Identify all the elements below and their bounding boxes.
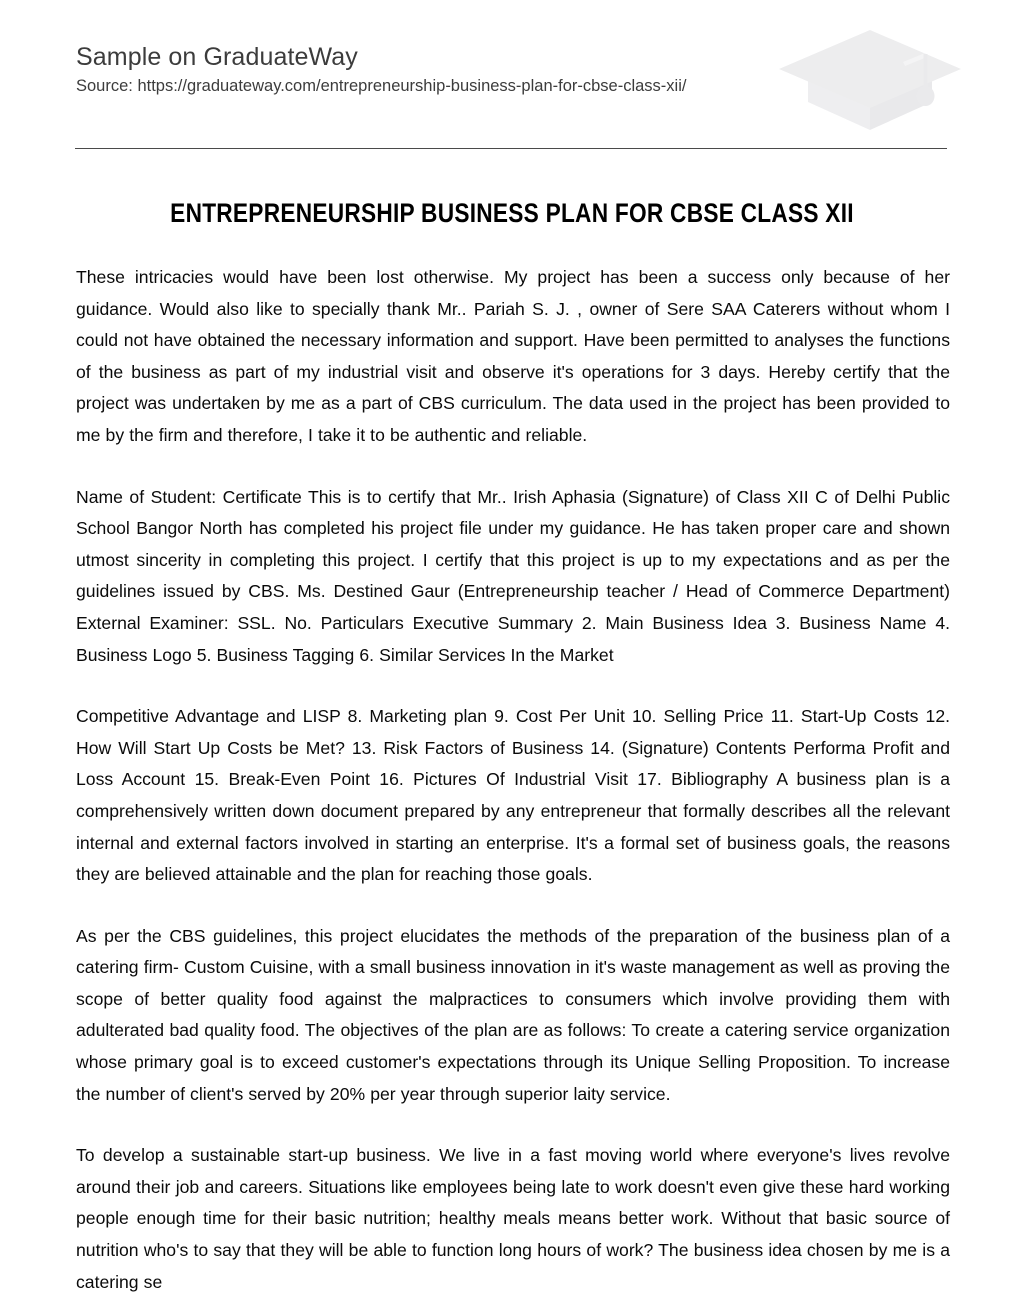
body-paragraph: Competitive Advantage and LISP 8. Marketing plan 9. Cost Per Unit 10. Selling Price 11. Start-Up Costs 12. How Will Start Up Costs be Met? 13. Risk Factors of Business 14. (Signature) Contents Performa Profit and Loss Account 15. Break-Even Point 16. Pictures Of Industrial Visit 17. Bibliography A business plan is a comprehensively written down document prepared by any entrepreneur that formally describes all the relevant internal and external factors involved in starting an enterprise. It's a formal set of business goals, the reasons they are believed attainable and the plan for reaching those goals. — [76, 706, 950, 885]
source-url-line: Source: https://graduateway.com/entrepreneurship-business-plan-for-cbse-class-xii/ — [76, 77, 687, 95]
page-header — [0, 0, 1024, 150]
body-paragraph: As per the CBS guidelines, this project elucidates the methods of the preparation of the business plan of a catering firm- Custom Cuisine, with a small business innovation in it's waste management as well as proving the scope of better quality food against the malpractices to consumers which involve providing them with adulterated bad quality food. The objectives of the plan are as follows: To create a catering service organization whose primary goal is to exceed customer's expectations through its Unique Selling Proposition. To increase the number of client's served by 20% per year through superior laity service. — [76, 925, 950, 1104]
page-title: ENTREPRENEURSHIP BUSINESS PLAN FOR CBSE CLASS XII — [170, 198, 854, 228]
graduation-cap-icon — [775, 24, 965, 132]
site-name: Sample on GraduateWay — [76, 43, 358, 71]
body-paragraph: Name of Student: Certificate This is to certify that Mr.. Irish Aphasia (Signature) of Class XII C of Delhi Public School Bangor North has completed his project file under my guidance. He has taken proper care and shown utmost sincerity in completing this project. I certify that this project is up to my expectations and as per the guidelines issued by CBS. Ms. Destined Gaur (Entrepreneurship teacher / Head of Commerce Department) External Examiner: SSL. No. Particulars Executive Summary 2. Main Business Idea 3. Business Name 4. Business Logo 5. Business Tagging 6. Similar Services In the Market — [76, 486, 950, 665]
body-paragraph-truncated: To develop a sustainable start-up business. We live in a fast moving world where everyone's lives revolve around their job and careers. Situations like employees being late to work doesn't even give these hard working people enough time for their basic nutrition; healthy meals means better work. Without that basic source of nutrition who's to say that they will be able to function long hours of work? The business idea chosen by me is a catering se — [76, 1145, 950, 1292]
body-paragraph: These intricacies would have been lost otherwise. My project has been a success only because of her guidance. Would also like to specially thank Mr.. Pariah S. J. , owner of Sere SAA Caterers without whom I could not have obtained the necessary information and support. Have been permitted to analyses the functions of the business as part of my industrial visit and observe it's operations for 3 days. Hereby certify that the project was undertaken by me as a part of CBS curriculum. The data used in the project has been provided to me by the firm and therefore, I take it to be authentic and reliable. — [76, 267, 950, 445]
header-divider — [75, 148, 947, 149]
document-body — [76, 262, 950, 1298]
